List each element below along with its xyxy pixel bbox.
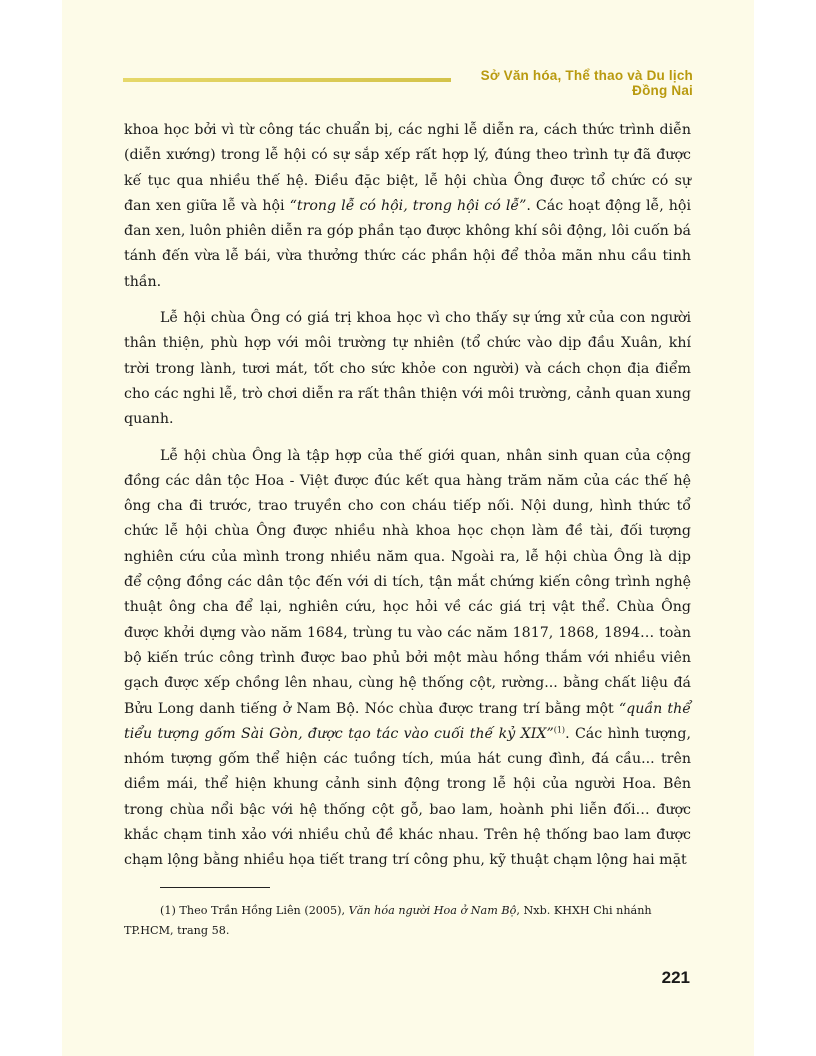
paragraph-1-text-b: . Các hoạt động lễ, hội đan xen, luôn phiên diễn ra góp phần tạo được không khí sôi động, lôi cuốn bá tánh đến vừa lễ bái, vừa thưởng thức các phần hội để thỏa mãn nhu cầu tinh thần. — [124, 197, 691, 290]
paragraph-1-quote: “trong lễ có hội, trong hội có lễ” — [289, 197, 527, 214]
footnote — [124, 901, 691, 941]
paragraph-3-quote: “quần thể tiểu tượng gốm Sài Gòn, được tạo tác vào cuối thế kỷ XIX” — [124, 700, 691, 742]
paragraph-3 — [124, 444, 691, 874]
footnote-text-a: (1) Theo Trần Hồng Liên (2005), — [160, 904, 349, 917]
paragraph-1-text-a: khoa học bởi vì từ công tác chuẩn bị, các nghi lễ diễn ra, cách thức trình diễn (diễn xướng) trong lễ hội có sự sắp xếp rất hợp lý, đúng theo trình tự đã được kế tục qua nhiều thế hệ. Điều đặc biệt, lễ hội chùa Ông được tổ chức có sự đan xen giữa lễ và hội — [124, 122, 691, 214]
paragraph-1 — [124, 118, 691, 295]
body-text — [124, 118, 691, 885]
footnote-rule — [160, 887, 270, 888]
footnote-book-title: Văn hóa người Hoa ở Nam Bộ — [348, 904, 517, 917]
footnote-text-b: , Nxb. KHXH Chi nhánh TP.HCM, trang 58. — [124, 904, 652, 937]
paragraph-3-text-a: Lễ hội chùa Ông là tập hợp của thế giới quan, nhân sinh quan của cộng đồng các dân tộc Hoa - Việt được đúc kết qua hàng trăm năm của các thế hệ ông cha đi trước, trao truyền cho con cháu tiếp nối. Nội dung, hình thức tổ chức lễ hội chùa Ông được nhiều nhà khoa học chọn làm đề tài, đối tượng nghiên cứu của mình trong nhiều năm qua. Ngoài ra, lễ hội chùa Ông là dịp để cộng đồng các dân tộc đến với di tích, tận mắt chứng kiến công trình nghệ thuật ông cha để lại, nghiên cứu, học hỏi về các giá trị vật thể. Chùa Ông được khởi dựng vào năm 1684, trùng tu vào các năm 1817, 1868, 1894… toàn bộ kiến trúc công trình được bao phủ bởi một màu hồng thắm với nhiều viên gạch được xếp chồng lên nhau, cùng hệ thống cột, rường... bằng chất liệu đá Bửu Long danh tiếng ở Nam Bộ. Nóc chùa được trang trí bằng một — [124, 447, 691, 717]
page-number: 221 — [661, 968, 690, 987]
paragraph-2: Lễ hội chùa Ông có giá trị khoa học vì cho thấy sự ứng xử của con người thân thiện, phù hợp với môi trường tự nhiên (tổ chức vào dịp đầu Xuân, khí trời trong lành, tươi mát, tốt cho sức khỏe con người) và cách chọn địa điểm cho các nghi lễ, trò chơi diễn ra rất thân thiện với môi trường, cảnh quan xung quanh. — [124, 310, 691, 428]
running-header: Sở Văn hóa, Thể thao và Du lịch Đồng Nai — [480, 68, 693, 98]
paragraph-3-text-b: . Các hình tượng, nhóm tượng gốm thể hiện các tuồng tích, múa hát cung đình, đá cầu... trên diềm mái, thể hiện khung cảnh sinh động trong lễ hội của người Hoa. Bên trong chùa nổi bậc với hệ thống cột gỗ, bao lam, hoành phi liễn đối… được khắc chạm tinh xảo với nhiều chủ đề khác nhau. Trên hệ thống bao lam được chạm lộng bằng nhiều họa tiết trang trí công phu, kỹ thuật chạm lộng hai mặt — [124, 725, 692, 869]
header-rule — [123, 78, 451, 82]
footnote-reference: (1) — [553, 725, 566, 735]
